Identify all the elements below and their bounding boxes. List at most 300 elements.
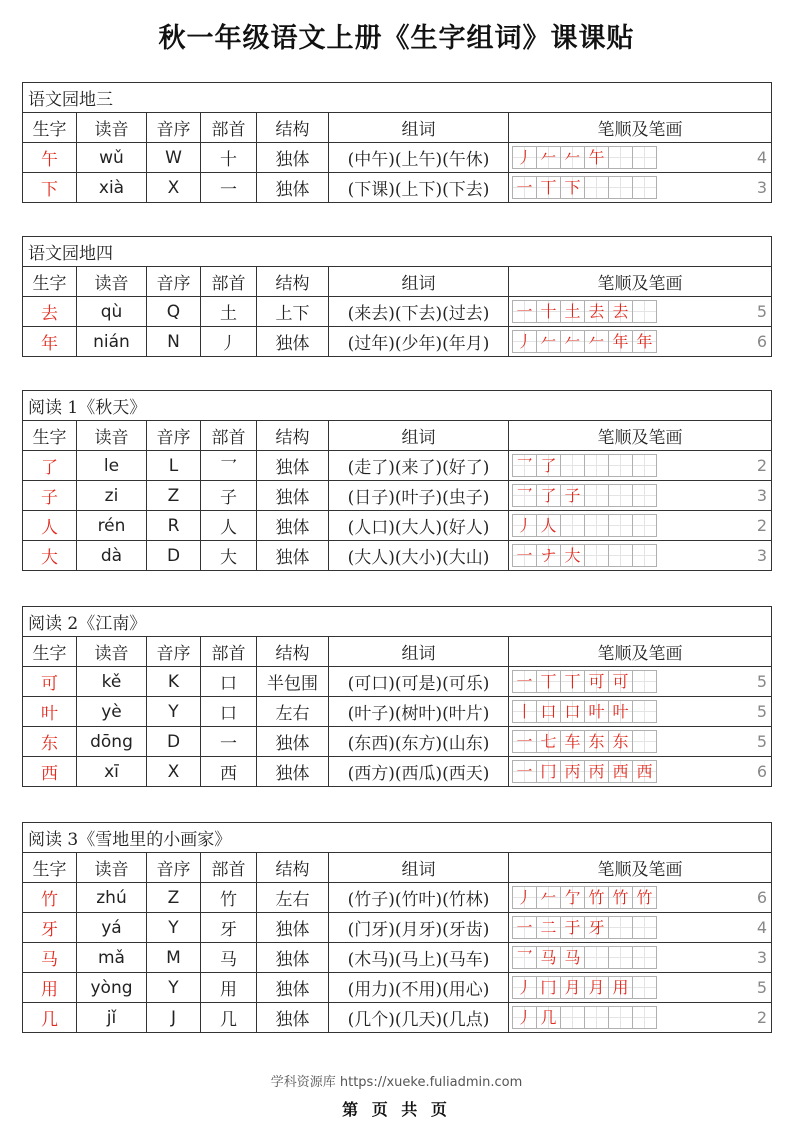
cell-char: 午 [23,143,77,173]
stroke-box [608,454,633,477]
cell-structure: 独体 [257,481,329,511]
cell-char: 牙 [23,913,77,943]
stroke-box: 二 [536,916,561,939]
cell-char: 可 [23,667,77,697]
cell-strokes [509,173,772,203]
lesson-section [22,822,771,1033]
cell-index: Y [147,697,201,727]
stroke-box: 西 [608,760,633,783]
stroke-box: 年 [632,330,657,353]
cell-structure: 独体 [257,913,329,943]
stroke-count: 3 [756,546,768,565]
stroke-box: 一 [512,176,537,199]
stroke-box: 叶 [584,700,609,723]
lesson-section [22,606,771,787]
cell-index: Z [147,883,201,913]
cell-structure: 独体 [257,143,329,173]
stroke-box: 子 [560,484,585,507]
cell-index: J [147,1003,201,1033]
section-title: 阅读 3《雪地里的小画家》 [23,823,772,853]
cell-pinyin: le [77,451,147,481]
cell-char: 竹 [23,883,77,913]
stroke-box [632,730,657,753]
cell-char: 西 [23,757,77,787]
stroke-box: 可 [608,670,633,693]
stroke-box [560,1006,585,1029]
stroke-count: 4 [756,148,767,167]
cell-pinyin: wǔ [77,143,147,173]
cell-index: D [147,541,201,571]
cell-strokes [509,973,772,1003]
cell-index: Z [147,481,201,511]
lesson-section [22,236,771,357]
cell-words: (中午)(上午)(午休) [329,143,509,173]
stroke-grid [512,670,657,693]
stroke-box [632,176,657,199]
table-row [23,143,772,173]
column-header-structure: 结构 [257,637,329,667]
cell-index: X [147,757,201,787]
cell-strokes [509,667,772,697]
stroke-box [584,454,609,477]
cell-strokes [509,727,772,757]
cell-radical: 子 [201,481,257,511]
table-row [23,481,772,511]
cell-radical: 一 [201,727,257,757]
cell-index: M [147,943,201,973]
cell-char: 了 [23,451,77,481]
stroke-box [632,946,657,969]
stroke-box: 人 [536,514,561,537]
column-header-words: 组词 [329,853,509,883]
stroke-box: 东 [608,730,633,753]
cell-char: 东 [23,727,77,757]
stroke-box [632,976,657,999]
table-row [23,883,772,913]
table-row [23,727,772,757]
cell-pinyin: dōng [77,727,147,757]
table-row [23,327,772,357]
cell-pinyin: jǐ [77,1003,147,1033]
stroke-box [632,700,657,723]
cell-structure: 半包围 [257,667,329,697]
stroke-box: 丙 [560,760,585,783]
column-header-radical: 部首 [201,853,257,883]
stroke-box [608,514,633,537]
stroke-box: 丿 [512,330,537,353]
stroke-box: 丿 [512,976,537,999]
column-header-structure: 结构 [257,421,329,451]
stroke-box: 十 [536,300,561,323]
stroke-box: 竹 [608,886,633,909]
stroke-grid [512,330,657,353]
cell-structure: 独体 [257,1003,329,1033]
cell-char: 叶 [23,697,77,727]
column-header-pinyin: 读音 [77,853,147,883]
cell-radical: 大 [201,541,257,571]
stroke-count: 6 [756,332,767,351]
table-row [23,541,772,571]
stroke-box [608,176,633,199]
stroke-box: 一 [512,760,537,783]
column-header-char: 生字 [23,267,77,297]
lesson-table [22,606,772,787]
stroke-box: 丿 [512,1006,537,1029]
cell-words: (叶子)(树叶)(叶片) [329,697,509,727]
column-header-structure: 结构 [257,267,329,297]
cell-words: (门牙)(月牙)(牙齿) [329,913,509,943]
cell-radical: 口 [201,667,257,697]
cell-pinyin: rén [77,511,147,541]
table-row [23,697,772,727]
column-header-pinyin: 读音 [77,113,147,143]
stroke-box: 丿 [512,886,537,909]
stroke-count: 2 [756,456,768,475]
cell-structure: 独体 [257,973,329,1003]
stroke-box: 几 [536,1006,561,1029]
stroke-box: 车 [560,730,585,753]
cell-structure: 左右 [257,697,329,727]
stroke-box: 一 [512,544,537,567]
stroke-grid [512,946,657,969]
stroke-box: 大 [560,544,585,567]
stroke-count: 6 [756,888,767,907]
cell-structure: 独体 [257,327,329,357]
lesson-section [22,390,771,571]
cell-structure: 上下 [257,297,329,327]
cell-structure: 独体 [257,541,329,571]
cell-index: Y [147,913,201,943]
table-row [23,757,772,787]
stroke-box: 丿 [512,514,537,537]
table-row [23,667,772,697]
stroke-count: 5 [756,978,767,997]
stroke-box: 年 [608,330,633,353]
stroke-box: 𠂉 [536,886,561,909]
lesson-table [22,236,772,357]
stroke-box: 土 [560,300,585,323]
cell-words: (可口)(可是)(可乐) [329,667,509,697]
stroke-grid [512,484,657,507]
column-header-index: 音序 [147,853,201,883]
column-header-char: 生字 [23,637,77,667]
stroke-box: 牙 [584,916,609,939]
column-header-index: 音序 [147,421,201,451]
stroke-box [584,484,609,507]
cell-words: (来去)(下去)(过去) [329,297,509,327]
stroke-box [632,916,657,939]
cell-index: X [147,173,201,203]
stroke-box [632,1006,657,1029]
stroke-grid [512,514,657,537]
cell-char: 人 [23,511,77,541]
cell-index: R [147,511,201,541]
cell-words: (木马)(马上)(马车) [329,943,509,973]
stroke-box: 丅 [560,670,585,693]
stroke-box: 一 [512,916,537,939]
cell-index: L [147,451,201,481]
stroke-box: 一 [512,300,537,323]
stroke-box [560,514,585,537]
stroke-box: 七 [536,730,561,753]
stroke-box: 西 [632,760,657,783]
cell-structure: 独体 [257,727,329,757]
stroke-grid [512,454,657,477]
cell-pinyin: xià [77,173,147,203]
stroke-box: 马 [536,946,561,969]
cell-radical: 牙 [201,913,257,943]
stroke-box: 了 [536,454,561,477]
cell-index: N [147,327,201,357]
lesson-table [22,390,772,571]
column-header-index: 音序 [147,267,201,297]
table-row [23,451,772,481]
stroke-box [632,484,657,507]
stroke-box: 冂 [536,976,561,999]
cell-char: 几 [23,1003,77,1033]
stroke-box: 丅 [536,176,561,199]
header-row [23,637,772,667]
cell-strokes [509,913,772,943]
column-header-pinyin: 读音 [77,267,147,297]
cell-pinyin: yè [77,697,147,727]
stroke-box: 月 [560,976,585,999]
cell-words: (东西)(东方)(山东) [329,727,509,757]
stroke-grid [512,730,657,753]
stroke-box [584,946,609,969]
stroke-grid [512,760,657,783]
cell-index: Y [147,973,201,1003]
header-row [23,853,772,883]
stroke-count: 5 [756,732,768,751]
cell-pinyin: zi [77,481,147,511]
stroke-box: 乛 [512,484,537,507]
cell-words: (几个)(几天)(几点) [329,1003,509,1033]
stroke-box: 丅 [536,670,561,693]
stroke-box: 于 [560,916,585,939]
cell-index: K [147,667,201,697]
column-header-words: 组词 [329,421,509,451]
cell-radical: 乛 [201,451,257,481]
stroke-box [632,146,657,169]
column-header-radical: 部首 [201,267,257,297]
cell-structure: 独体 [257,757,329,787]
cell-pinyin: xī [77,757,147,787]
stroke-count: 4 [756,918,767,937]
stroke-grid [512,886,657,909]
cell-words: (走了)(来了)(好了) [329,451,509,481]
cell-words: (西方)(西瓜)(西天) [329,757,509,787]
cell-structure: 独体 [257,173,329,203]
stroke-grid [512,300,657,323]
stroke-box: 竹 [584,886,609,909]
stroke-count: 5 [756,302,767,321]
table-row [23,913,772,943]
cell-strokes [509,511,772,541]
stroke-box [608,484,633,507]
cell-radical: 十 [201,143,257,173]
cell-words: (大人)(大小)(大山) [329,541,509,571]
footer-page-number: 第 页 共 页 [342,1100,451,1119]
cell-strokes [509,757,772,787]
cell-strokes [509,541,772,571]
cell-char: 大 [23,541,77,571]
cell-strokes [509,481,772,511]
stroke-box: 口 [536,700,561,723]
stroke-box: 𠂉 [584,330,609,353]
cell-index: Q [147,297,201,327]
stroke-box [632,670,657,693]
stroke-count: 3 [756,948,767,967]
column-header-words: 组词 [329,637,509,667]
stroke-box: 东 [584,730,609,753]
column-header-radical: 部首 [201,113,257,143]
cell-pinyin: nián [77,327,147,357]
stroke-box: 去 [608,300,633,323]
header-row [23,113,772,143]
stroke-box: 乛 [512,946,537,969]
cell-radical: 一 [201,173,257,203]
cell-radical: 西 [201,757,257,787]
cell-structure: 独体 [257,451,329,481]
table-row [23,943,772,973]
stroke-box [632,454,657,477]
stroke-box: 丙 [584,760,609,783]
lesson-section [22,82,771,203]
column-header-index: 音序 [147,113,201,143]
section-title: 语文园地四 [23,237,772,267]
cell-words: (下课)(上下)(下去) [329,173,509,203]
cell-char: 用 [23,973,77,1003]
cell-words: (用力)(不用)(用心) [329,973,509,1003]
stroke-box: 口 [560,700,585,723]
cell-structure: 独体 [257,511,329,541]
cell-char: 去 [23,297,77,327]
cell-strokes [509,883,772,913]
lesson-table [22,82,772,203]
column-header-radical: 部首 [201,421,257,451]
stroke-box [560,454,585,477]
stroke-count: 5 [756,672,768,691]
cell-radical: 人 [201,511,257,541]
column-header-structure: 结构 [257,113,329,143]
column-header-strokes: 笔顺及笔画 [509,113,772,143]
footer-source: 学科资源库 https://xueke.fuliadmin.com [270,1075,523,1090]
stroke-box: 冂 [536,760,561,783]
cell-radical: 竹 [201,883,257,913]
column-header-strokes: 笔顺及笔画 [509,637,772,667]
cell-pinyin: zhú [77,883,147,913]
stroke-box: 下 [560,176,585,199]
cell-strokes [509,451,772,481]
column-header-structure: 结构 [257,853,329,883]
column-header-char: 生字 [23,853,77,883]
stroke-grid [512,1006,657,1029]
cell-words: (人口)(大人)(好人) [329,511,509,541]
stroke-box [608,916,633,939]
table-row [23,973,772,1003]
stroke-box: 月 [584,976,609,999]
cell-pinyin: qù [77,297,147,327]
column-header-pinyin: 读音 [77,637,147,667]
stroke-box: 一 [512,730,537,753]
stroke-box: 亇 [560,886,585,909]
stroke-box: 丿 [512,146,537,169]
stroke-box: 乛 [512,454,537,477]
cell-words: (过年)(少年)(年月) [329,327,509,357]
cell-char: 子 [23,481,77,511]
stroke-grid [512,544,657,567]
stroke-box: 叶 [608,700,633,723]
stroke-box: 𠂉 [560,330,585,353]
stroke-box: 𠂉 [560,146,585,169]
cell-strokes [509,1003,772,1033]
cell-pinyin: dà [77,541,147,571]
stroke-count: 3 [756,178,767,197]
cell-index: D [147,727,201,757]
cell-structure: 独体 [257,943,329,973]
cell-pinyin: mǎ [77,943,147,973]
cell-char: 年 [23,327,77,357]
cell-strokes [509,327,772,357]
stroke-count: 3 [756,486,768,505]
cell-char: 马 [23,943,77,973]
column-header-pinyin: 读音 [77,421,147,451]
cell-words: (日子)(叶子)(虫子) [329,481,509,511]
stroke-box [584,1006,609,1029]
stroke-box [632,514,657,537]
column-header-radical: 部首 [201,637,257,667]
stroke-box [584,176,609,199]
stroke-box [608,946,633,969]
column-header-strokes: 笔顺及笔画 [509,421,772,451]
cell-strokes [509,143,772,173]
section-title: 阅读 1《秋天》 [23,391,772,421]
stroke-box: 丨 [512,700,537,723]
cell-words: (竹子)(竹叶)(竹林) [329,883,509,913]
cell-radical: 用 [201,973,257,1003]
stroke-box: 用 [608,976,633,999]
stroke-box: 𠂉 [536,330,561,353]
stroke-box: 午 [584,146,609,169]
stroke-grid [512,976,657,999]
stroke-box [632,300,657,323]
stroke-grid [512,916,657,939]
column-header-words: 组词 [329,113,509,143]
section-title: 阅读 2《江南》 [23,607,772,637]
stroke-grid [512,146,657,169]
lesson-table [22,822,772,1033]
stroke-box [608,544,633,567]
stroke-box: ナ [536,544,561,567]
table-row [23,297,772,327]
stroke-box: 可 [584,670,609,693]
stroke-box [632,544,657,567]
cell-strokes [509,297,772,327]
stroke-box: 了 [536,484,561,507]
cell-pinyin: kě [77,667,147,697]
column-header-index: 音序 [147,637,201,667]
column-header-char: 生字 [23,421,77,451]
stroke-box [584,544,609,567]
column-header-strokes: 笔顺及笔画 [509,267,772,297]
table-row [23,511,772,541]
stroke-count: 5 [756,702,768,721]
cell-char: 下 [23,173,77,203]
header-row [23,267,772,297]
cell-radical: 口 [201,697,257,727]
stroke-box: 去 [584,300,609,323]
